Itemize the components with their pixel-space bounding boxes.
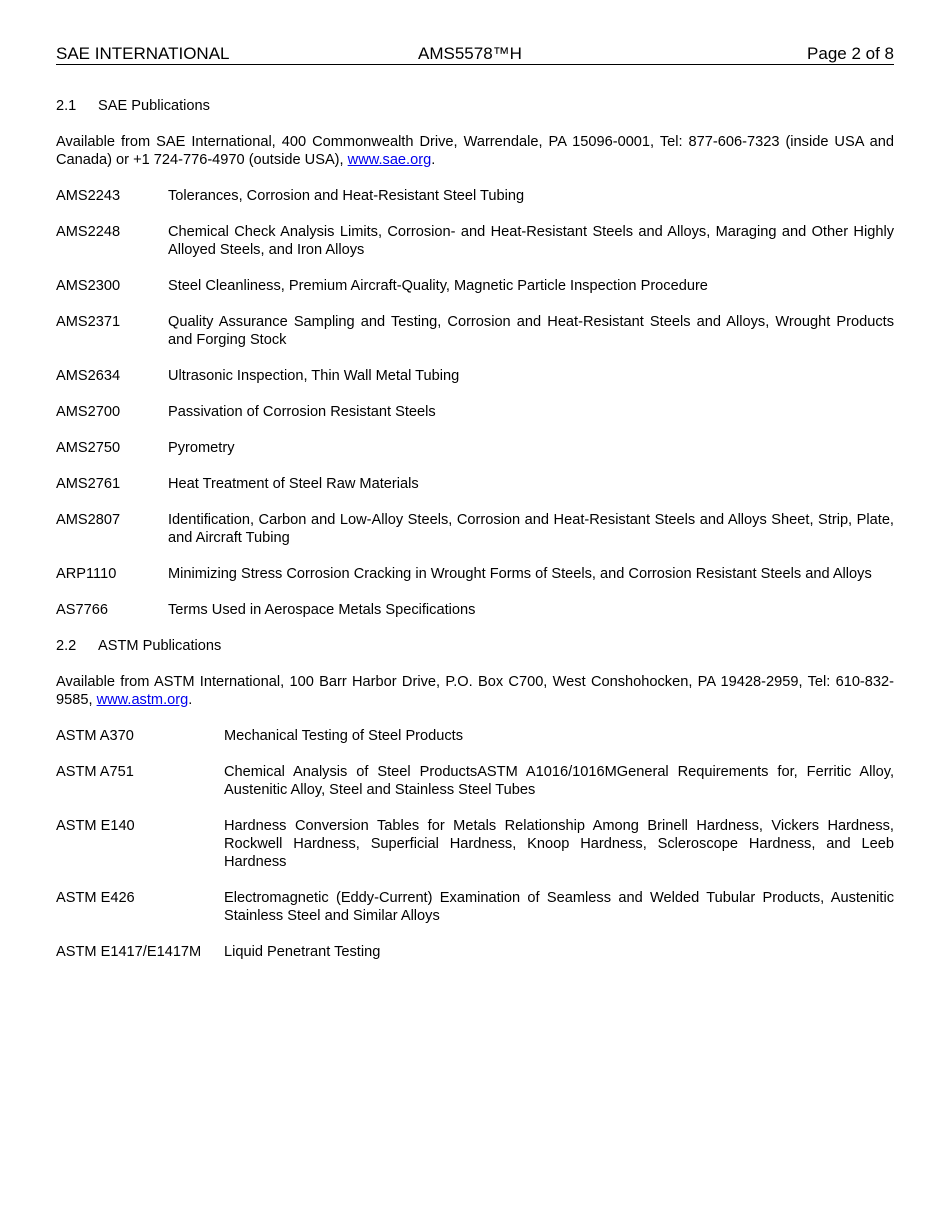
reference-code: ASTM E140 bbox=[56, 818, 135, 834]
reference-entry bbox=[56, 367, 894, 385]
astm-website-link[interactable]: www.astm.org bbox=[96, 692, 189, 708]
sae-website-link[interactable]: www.sae.org bbox=[347, 152, 432, 168]
reference-code: AS7766 bbox=[56, 602, 108, 618]
reference-title: Liquid Penetrant Testing bbox=[224, 944, 381, 960]
astm-availability-text: Available from ASTM International, 100 Barr Harbor Drive, P.O. Box C700, West Conshohocken, PA 19428-2959, Tel: 610-832-9585, bbox=[56, 674, 894, 708]
reference-title: Pyrometry bbox=[168, 440, 235, 456]
reference-entry bbox=[56, 475, 894, 493]
reference-title: Electromagnetic (Eddy-Current) Examination of Seamless and Welded Tubular Products, Austenitic Stainless Steel and Similar Alloys bbox=[224, 890, 894, 924]
reference-title: Heat Treatment of Steel Raw Materials bbox=[168, 476, 419, 492]
reference-title: Mechanical Testing of Steel Products bbox=[224, 728, 464, 744]
reference-entry bbox=[56, 727, 894, 745]
reference-entry bbox=[56, 565, 894, 583]
reference-code: AMS2243 bbox=[56, 188, 121, 204]
reference-code: AMS2634 bbox=[56, 368, 121, 384]
header-doc-number: AMS5578™H bbox=[418, 44, 522, 63]
reference-title: Terms Used in Aerospace Metals Specifications bbox=[168, 602, 476, 618]
reference-code: AMS2371 bbox=[56, 314, 121, 330]
reference-entry bbox=[56, 313, 894, 349]
reference-title: Passivation of Corrosion Resistant Steels bbox=[168, 404, 436, 420]
reference-entry bbox=[56, 223, 894, 259]
reference-title: Quality Assurance Sampling and Testing, Corrosion and Heat-Resistant Steels and Alloys, Wrought Products and Forging Stock bbox=[168, 314, 894, 348]
reference-code: AMS2750 bbox=[56, 440, 121, 456]
reference-entry bbox=[56, 817, 894, 871]
sae-availability-paragraph bbox=[56, 133, 894, 169]
page-header bbox=[56, 44, 894, 65]
sae-availability-text: Available from SAE International, 400 Commonwealth Drive, Warrendale, PA 15096-0001, Tel: 877-606-7323 (inside USA and Canada) or +1 724-776-4970 (outside USA), bbox=[56, 134, 894, 168]
reference-code: ASTM E1417/E1417M bbox=[56, 944, 202, 960]
document-body bbox=[56, 97, 894, 979]
reference-title: Hardness Conversion Tables for Metals Relationship Among Brinell Hardness, Vickers Hardness, Rockwell Hardness, Superficial Hardness, Knoop Hardness, Scleroscope Hardness, and Leeb Hardness bbox=[224, 818, 894, 870]
section-number: 2.2 bbox=[56, 638, 77, 654]
reference-entry bbox=[56, 403, 894, 421]
reference-entry bbox=[56, 277, 894, 295]
reference-code: AMS2300 bbox=[56, 278, 121, 294]
reference-entry bbox=[56, 889, 894, 925]
reference-title: Tolerances, Corrosion and Heat-Resistant Steel Tubing bbox=[168, 188, 525, 204]
reference-entry bbox=[56, 943, 894, 961]
section-number: 2.1 bbox=[56, 98, 77, 114]
reference-entry bbox=[56, 763, 894, 799]
reference-code: AMS2807 bbox=[56, 512, 121, 528]
reference-code: AMS2248 bbox=[56, 224, 121, 240]
header-page-number: Page 2 of 8 bbox=[807, 44, 894, 63]
reference-code: AMS2700 bbox=[56, 404, 121, 420]
reference-title: Chemical Check Analysis Limits, Corrosion- and Heat-Resistant Steels and Alloys, Maraging and Other Highly Alloyed Steels, and Iron Alloys bbox=[168, 224, 894, 258]
sae-availability-suffix: . bbox=[431, 152, 436, 168]
reference-entry bbox=[56, 511, 894, 547]
reference-code: AMS2761 bbox=[56, 476, 121, 492]
astm-reference-list bbox=[56, 727, 894, 961]
reference-entry bbox=[56, 439, 894, 457]
section-title: ASTM Publications bbox=[98, 638, 222, 654]
header-org: SAE INTERNATIONAL bbox=[56, 44, 230, 63]
reference-title: Minimizing Stress Corrosion Cracking in Wrought Forms of Steels, and Corrosion Resistant Steels and Alloys bbox=[168, 566, 872, 582]
section-heading-astm bbox=[56, 637, 894, 655]
astm-availability-suffix: . bbox=[188, 692, 193, 708]
astm-availability-paragraph bbox=[56, 673, 894, 709]
reference-code: ARP1110 bbox=[56, 566, 117, 582]
reference-title: Identification, Carbon and Low-Alloy Steels, Corrosion and Heat-Resistant Steels and Alloys Sheet, Strip, Plate, and Aircraft Tubing bbox=[168, 512, 894, 546]
section-title: SAE Publications bbox=[98, 98, 210, 114]
reference-title: Ultrasonic Inspection, Thin Wall Metal Tubing bbox=[168, 368, 460, 384]
reference-entry bbox=[56, 601, 894, 619]
reference-title: Steel Cleanliness, Premium Aircraft-Quality, Magnetic Particle Inspection Procedure bbox=[168, 278, 708, 294]
reference-code: ASTM A370 bbox=[56, 728, 134, 744]
reference-code: ASTM A751 bbox=[56, 764, 134, 780]
sae-reference-list bbox=[56, 187, 894, 619]
reference-code: ASTM E426 bbox=[56, 890, 135, 906]
reference-entry bbox=[56, 187, 894, 205]
section-heading-sae bbox=[56, 97, 894, 115]
reference-title: Chemical Analysis of Steel ProductsASTM A1016/1016MGeneral Requirements for, Ferritic Alloy, Austenitic Alloy, Steel and Stainless Steel Tubes bbox=[224, 764, 894, 798]
